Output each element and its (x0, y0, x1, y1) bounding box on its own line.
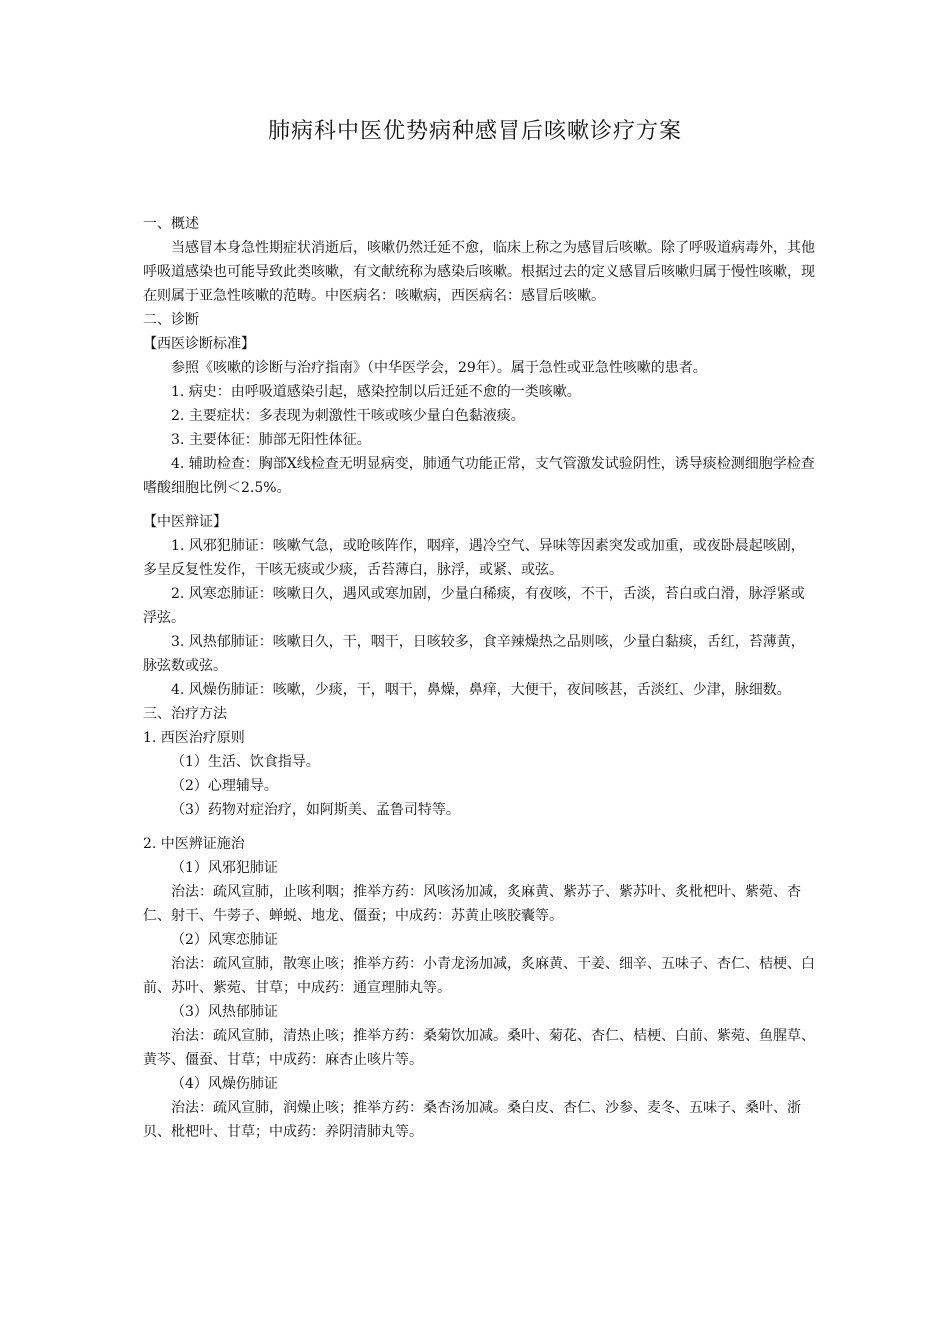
western-treatment-item: （1）生活、饮食指导。 (171, 754, 320, 770)
section-heading-overview: 一、概述 (143, 216, 199, 232)
page-title: 肺病科中医优势病种感冒后咳嗽诊疗方案 (267, 119, 682, 144)
western-diagnosis-intro: 参照《咳嗽的诊断与治疗指南》（中华医学会，29年）。属于急性或亚急性咳嗽的患者。 (171, 360, 707, 376)
western-diagnosis-item: 3. 主要体征：肺部无阳性体征。 (171, 432, 371, 448)
subheading-western-diagnosis: 【西医诊断标准】 (143, 336, 255, 352)
western-diagnosis-item: 2. 主要症状：多表现为刺激性干咳或咳少量白色黏液痰。 (171, 408, 525, 424)
section-heading-treatment: 三、治疗方法 (143, 706, 227, 722)
tcm-treatment-method: 治法：疏风宣肺，散寒止咳；推举方药：小青龙汤加减，炙麻黄、干姜、细辛、五味子、杏仁、桔梗、白前、苏叶、紫菀、甘草；中成药：通宣理肺丸等。 (143, 956, 815, 996)
western-treatment-item: （2）心理辅导。 (171, 778, 278, 794)
tcm-pattern-item: 3. 风热郁肺证：咳嗽日久，干，咽干，日咳较多，食辛辣燥热之品则咳，少量白黏痰，舌红，苔薄黄，脉弦数或弦。 (143, 634, 805, 674)
section-heading-diagnosis: 二、诊断 (143, 312, 199, 328)
western-diagnosis-item: 4. 辅助检查：胸部X线检查无明显病变，肺通气功能正常，支气管激发试验阴性，诱导痰检测细胞学检查嗜酸细胞比例＜2.5%。 (143, 456, 815, 496)
subheading-western-treatment: 1. 西医治疗原则 (143, 730, 245, 746)
tcm-treatment-method: 治法：疏风宣肺，止咳利咽；推举方药：风咳汤加减，炙麻黄、紫苏子、紫苏叶、炙枇杷叶、紫菀、杏仁、射干、牛蒡子、蝉蜕、地龙、僵蚕；中成药：苏黄止咳胶囊等。 (143, 884, 801, 924)
tcm-treatment-method: 治法：疏风宣肺，润燥止咳；推举方药：桑杏汤加减。桑白皮、杏仁、沙参、麦冬、五味子、桑叶、浙贝、枇杷叶、甘草；中成药：养阴清肺丸等。 (143, 1100, 801, 1140)
subheading-tcm-treatment: 2. 中医辨证施治 (143, 836, 245, 852)
overview-paragraph: 当感冒本身急性期症状消逝后，咳嗽仍然迁延不愈，临床上称之为感冒后咳嗽。除了呼吸道病毒外，其他呼吸道感染也可能导致此类咳嗽，有文献统称为感染后咳嗽。根据过去的定义感冒后咳嗽归属于慢性咳嗽，现在则属于亚急性咳嗽的范畴。中医病名：咳嗽病，西医病名：感冒后咳嗽。 (143, 240, 815, 304)
western-treatment-item: （3）药物对症治疗，如阿斯美、孟鲁司特等。 (171, 802, 460, 818)
tcm-pattern-item: 4. 风燥伤肺证：咳嗽，少痰，干，咽干，鼻燥，鼻痒，大便干，夜间咳甚，舌淡红、少津，脉细数。 (171, 682, 791, 698)
tcm-treatment-pattern-name: （4）风燥伤肺证 (171, 1076, 278, 1092)
tcm-pattern-item: 2. 风寒恋肺证：咳嗽日久，遇风或寒加剧，少量白稀痰，有夜咳，不干，舌淡，苔白或白滑，脉浮紧或浮弦。 (143, 586, 805, 626)
tcm-treatment-pattern-name: （2）风寒恋肺证 (171, 932, 278, 948)
subheading-tcm-differentiation: 【中医辩证】 (143, 514, 227, 530)
tcm-pattern-item: 1. 风邪犯肺证：咳嗽气急，或呛咳阵作，咽痒，遇冷空气、异味等因素突发或加重，或夜卧晨起咳剧，多呈反复性发作，干咳无痰或少痰，舌苔薄白，脉浮，或紧、或弦。 (143, 538, 805, 578)
tcm-treatment-pattern-name: （3）风热郁肺证 (171, 1004, 278, 1020)
tcm-treatment-method: 治法：疏风宣肺，清热止咳；推举方药：桑菊饮加减。桑叶、菊花、杏仁、桔梗、白前、紫菀、鱼腥草、黄芩、僵蚕、甘草；中成药：麻杏止咳片等。 (143, 1028, 815, 1068)
western-diagnosis-item: 1. 病史：由呼吸道感染引起，感染控制以后迁延不愈的一类咳嗽。 (171, 384, 581, 400)
document-body (143, 212, 815, 1144)
tcm-treatment-pattern-name: （1）风邪犯肺证 (171, 860, 278, 876)
